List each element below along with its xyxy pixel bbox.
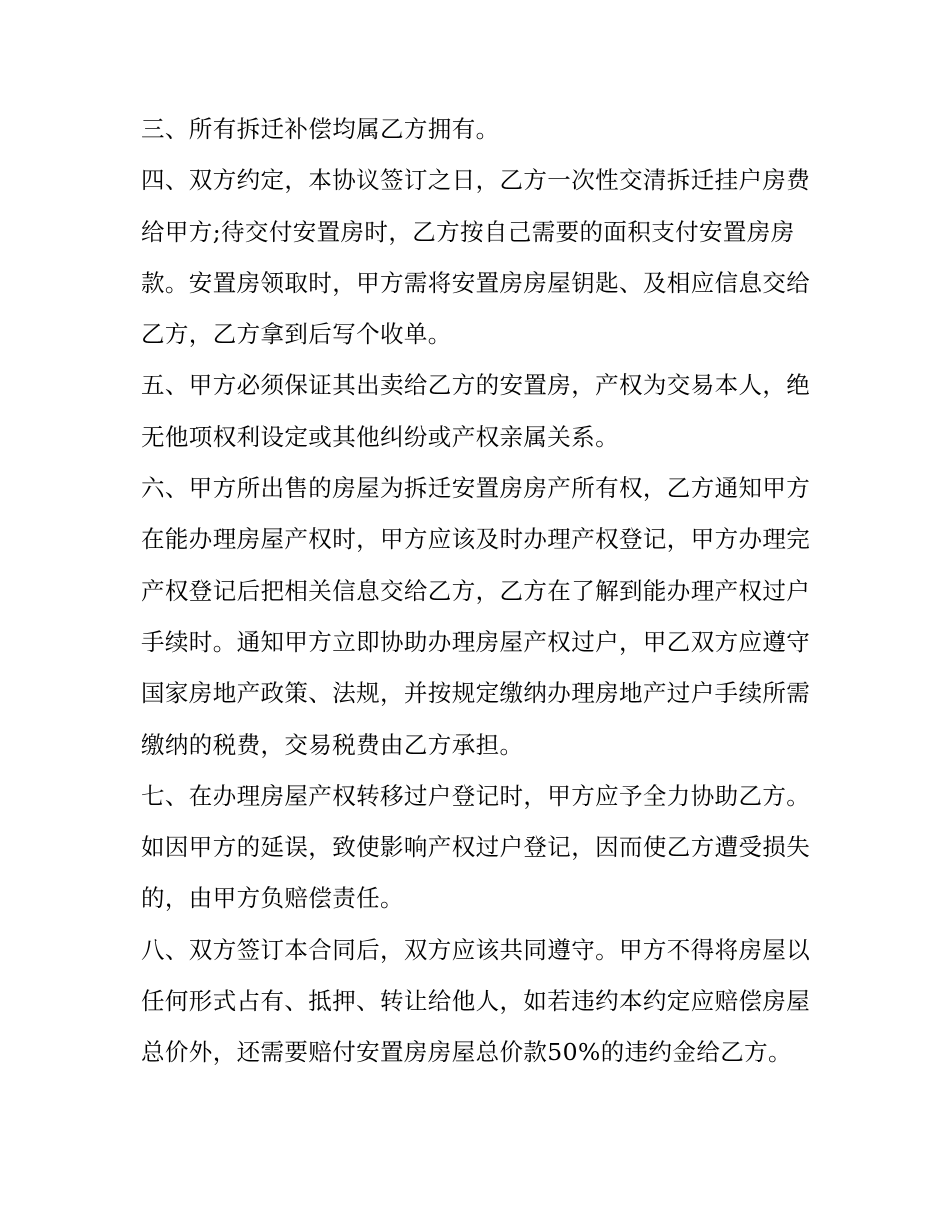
clause-6: 六、甲方所出售的房屋为拆迁安置房房产所有权，乙方通知甲方在能办理房屋产权时，甲方应该及时办理产权登记，甲方办理完产权登记后把相关信息交给乙方，乙方在了解到能办理产权过户手续时。通知甲方立即协助办理房屋产权过户，甲乙双方应遵守国家房地产政策、法规，并按规定缴纳办理房地产过户手续所需缴纳的税费，交易税费由乙方承担。 xyxy=(141,474,811,759)
clause-8: 八、双方签订本合同后，双方应该共同遵守。甲方不得将房屋以任何形式占有、抵押、转让给他人，如若违约本约定应赔偿房屋总价外，还需要赔付安置房房屋总价款50%的违约金给乙方。 xyxy=(141,935,811,1067)
contract-body xyxy=(141,104,831,1079)
clause-7: 七、在办理房屋产权转移过户登记时，甲方应予全力协助乙方。如因甲方的延误，致使影响产权过户登记，因而使乙方遭受损失的，由甲方负赔偿责任。 xyxy=(141,781,811,913)
clause-3: 三、所有拆迁补偿均属乙方拥有。 xyxy=(141,115,500,143)
clause-5: 五、甲方必须保证其出卖给乙方的安置房，产权为交易本人，绝无他项权利设定或其他纠纷或产权亲属关系。 xyxy=(141,371,811,451)
clause-4: 四、双方约定，本协议签订之日，乙方一次性交清拆迁挂户房费给甲方;待交付安置房时，乙方按自己需要的面积支付安置房房款。安置房领取时，甲方需将安置房房屋钥匙、及相应信息交给乙方，乙方拿到后写个收单。 xyxy=(141,166,811,349)
